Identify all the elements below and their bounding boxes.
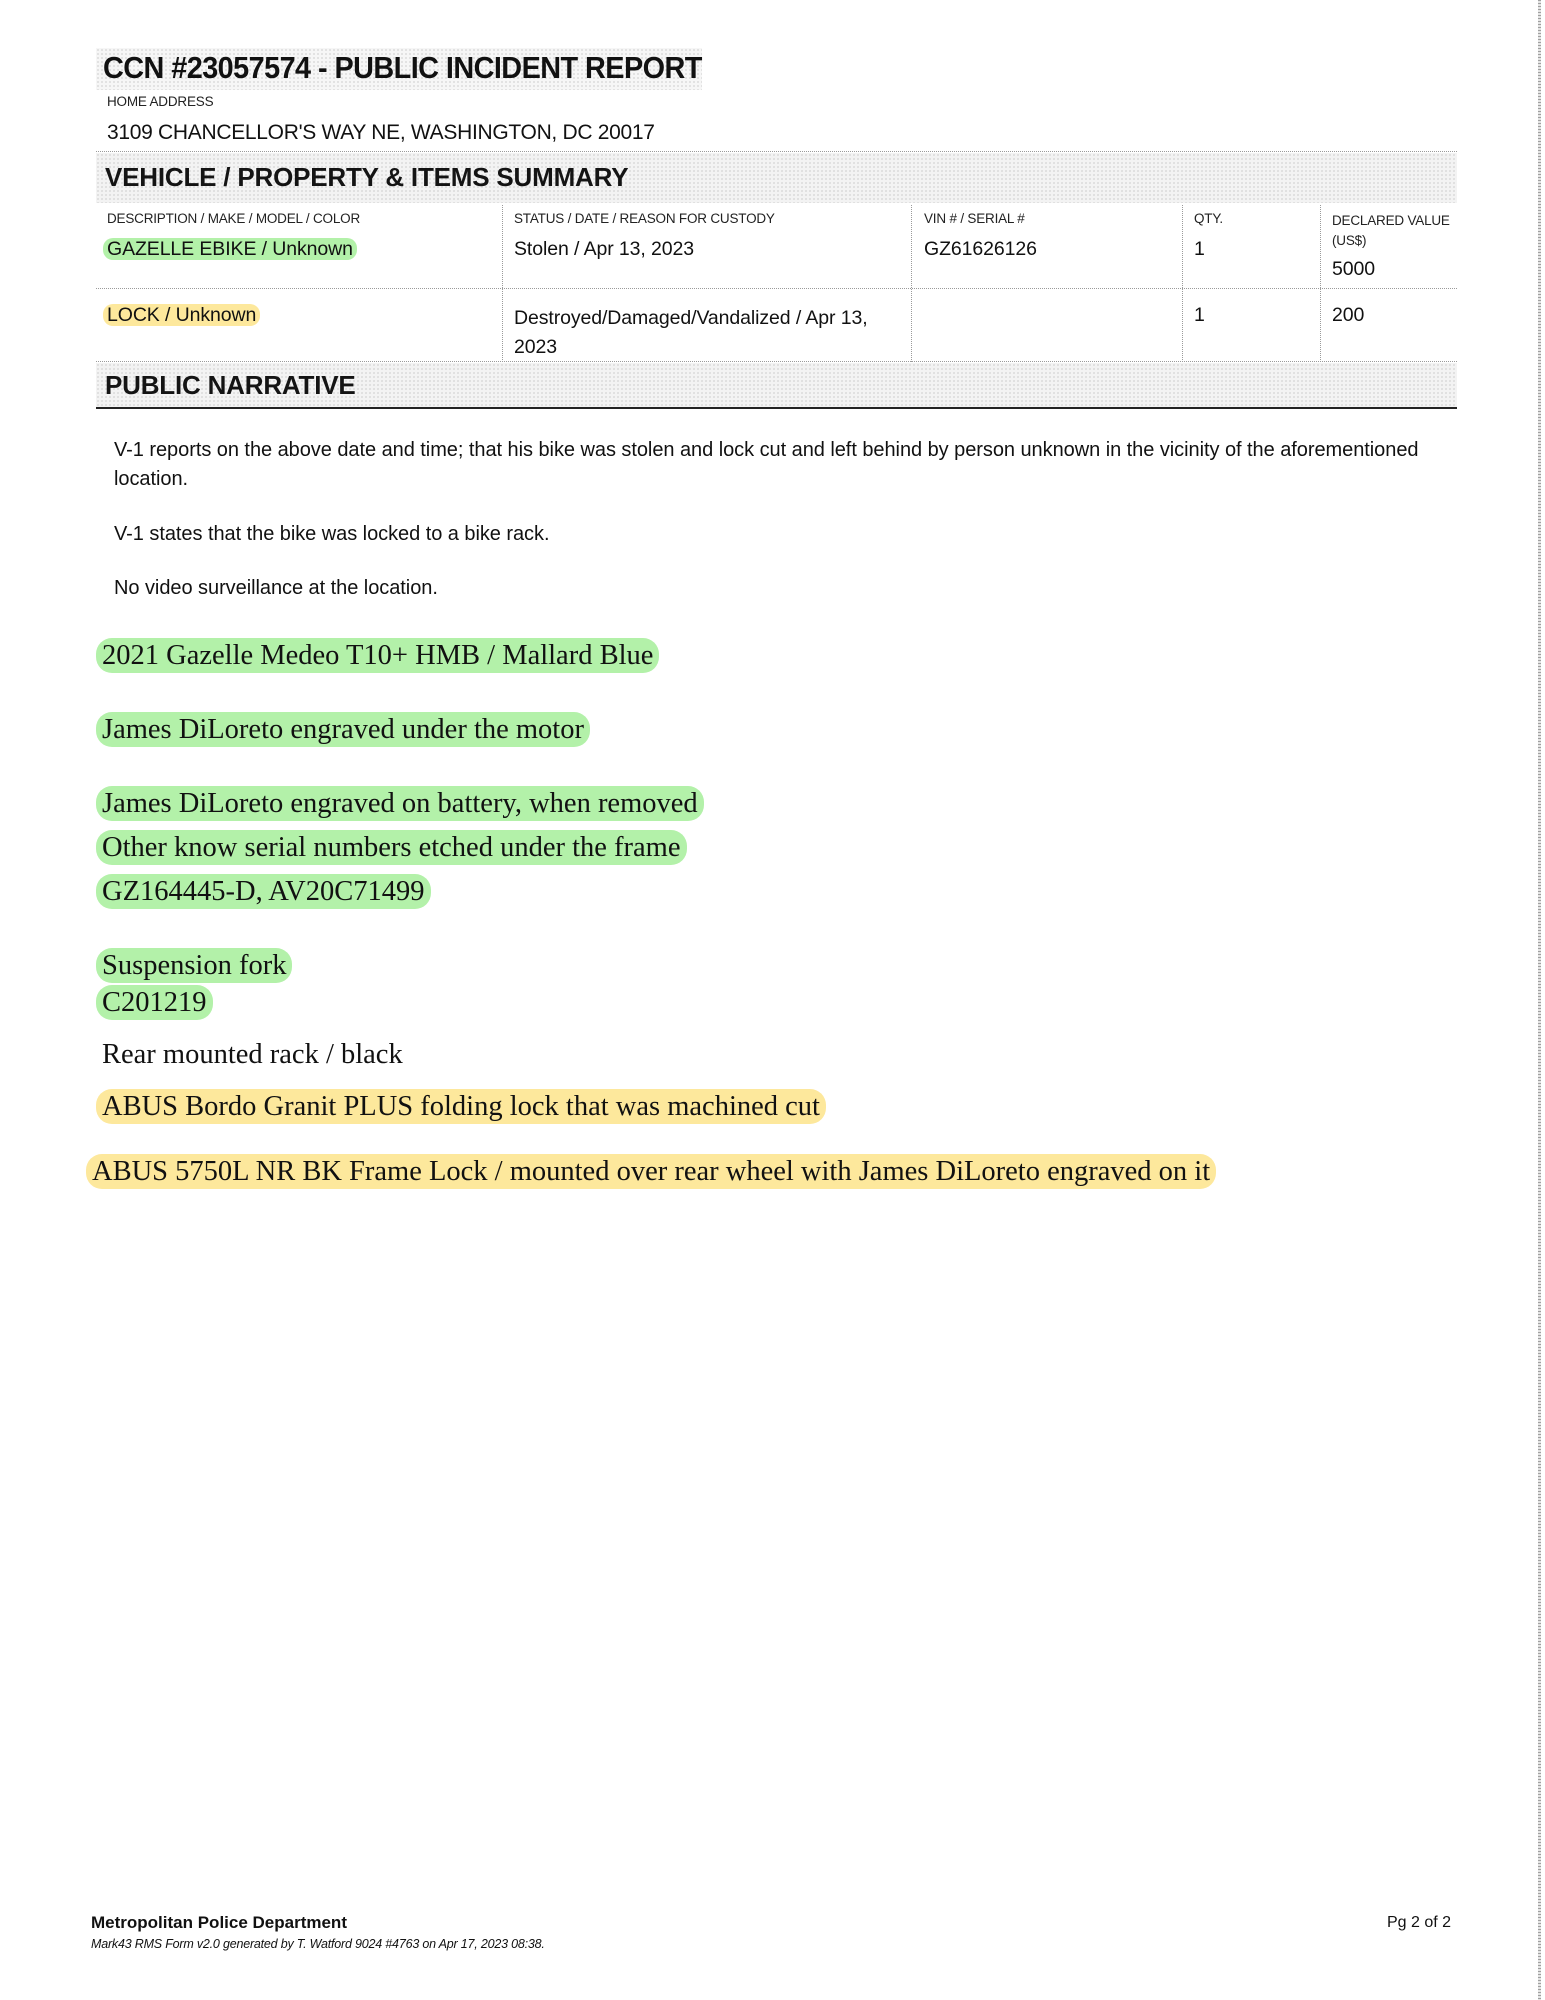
annotation-line (96, 987, 213, 1019)
annotation-text: 2021 Gazelle Medeo T10+ HMB / Mallard Blue (96, 638, 659, 673)
section-title-narrative: PUBLIC NARRATIVE (105, 370, 356, 400)
annotation-line (96, 1039, 409, 1071)
column-divider (502, 205, 503, 362)
row-status: Destroyed/Damaged/Vandalized / Apr 13, 2023 (514, 307, 868, 358)
divider (96, 361, 1457, 362)
section-title-property: VEHICLE / PROPERTY & ITEMS SUMMARY (105, 162, 629, 192)
row-vin: GZ61626126 (924, 238, 1037, 260)
annotation-line (96, 832, 687, 864)
column-header-declared-value: DECLARED VALUE (US$) (1332, 213, 1450, 248)
annotation-line (96, 788, 704, 820)
annotation-line (96, 640, 659, 672)
column-header-vin: VIN # / SERIAL # (924, 211, 1025, 226)
annotation-text: Other know serial numbers etched under the frame (96, 830, 687, 865)
page-title: CCN #23057574 - PUBLIC INCIDENT REPORT (103, 50, 702, 85)
annotation-text: C201219 (96, 985, 213, 1020)
annotation-line (96, 876, 431, 908)
annotation-text: Rear mounted rack / black (102, 1039, 403, 1070)
divider (96, 151, 1457, 152)
row-qty: 1 (1194, 238, 1205, 260)
home-address-label: HOME ADDRESS (107, 94, 214, 109)
column-divider (1182, 205, 1183, 362)
annotation-text: Suspension fork (96, 948, 292, 983)
narrative-paragraph: No video surveillance at the location. (114, 577, 438, 599)
home-address-value: 3109 CHANCELLOR'S WAY NE, WASHINGTON, DC 20017 (107, 121, 655, 144)
column-header-qty: QTY. (1194, 211, 1223, 226)
footer-generated-by: Mark43 RMS Form v2.0 generated by T. Watford 9024 #4763 on Apr 17, 2023 08:38. (91, 1937, 545, 1951)
narrative-paragraph: V-1 states that the bike was locked to a bike rack. (114, 523, 550, 545)
row-declared-value: 200 (1332, 304, 1365, 326)
annotation-line (96, 1091, 826, 1123)
table-row (103, 238, 357, 261)
footer-department: Metropolitan Police Department (91, 1913, 347, 1932)
column-header-description: DESCRIPTION / MAKE / MODEL / COLOR (107, 211, 360, 226)
annotation-text: ABUS Bordo Granit PLUS folding lock that was machined cut (96, 1089, 826, 1124)
section-rule (96, 407, 1457, 409)
row-description: GAZELLE EBIKE / Unknown (103, 238, 357, 260)
table-row (103, 304, 260, 327)
annotation-text: James DiLoreto engraved under the motor (96, 712, 590, 747)
row-status: Stolen / Apr 13, 2023 (514, 238, 695, 260)
narrative-paragraph: V-1 reports on the above date and time; that his bike was stolen and lock cut and left behind by person unknown in the vicinity of the aforementioned location. (114, 439, 1419, 490)
annotation-line (96, 714, 590, 746)
annotation-text: James DiLoreto engraved on battery, when removed (96, 786, 704, 821)
row-qty: 1 (1194, 304, 1205, 326)
scan-edge-line (1538, 0, 1541, 2000)
annotation-text: ABUS 5750L NR BK Frame Lock / mounted over rear wheel with James DiLoreto engraved on it (86, 1154, 1216, 1189)
row-description: LOCK / Unknown (103, 304, 260, 326)
annotation-line (96, 950, 292, 982)
annotation-line (86, 1156, 1216, 1188)
row-divider (96, 288, 1457, 289)
page-number: Pg 2 of 2 (1387, 1914, 1452, 1931)
column-divider (1320, 205, 1321, 362)
row-declared-value: 5000 (1332, 258, 1375, 280)
annotation-text: GZ164445-D, AV20C71499 (96, 874, 431, 909)
column-divider (911, 205, 912, 362)
column-header-status: STATUS / DATE / REASON FOR CUSTODY (514, 211, 775, 226)
